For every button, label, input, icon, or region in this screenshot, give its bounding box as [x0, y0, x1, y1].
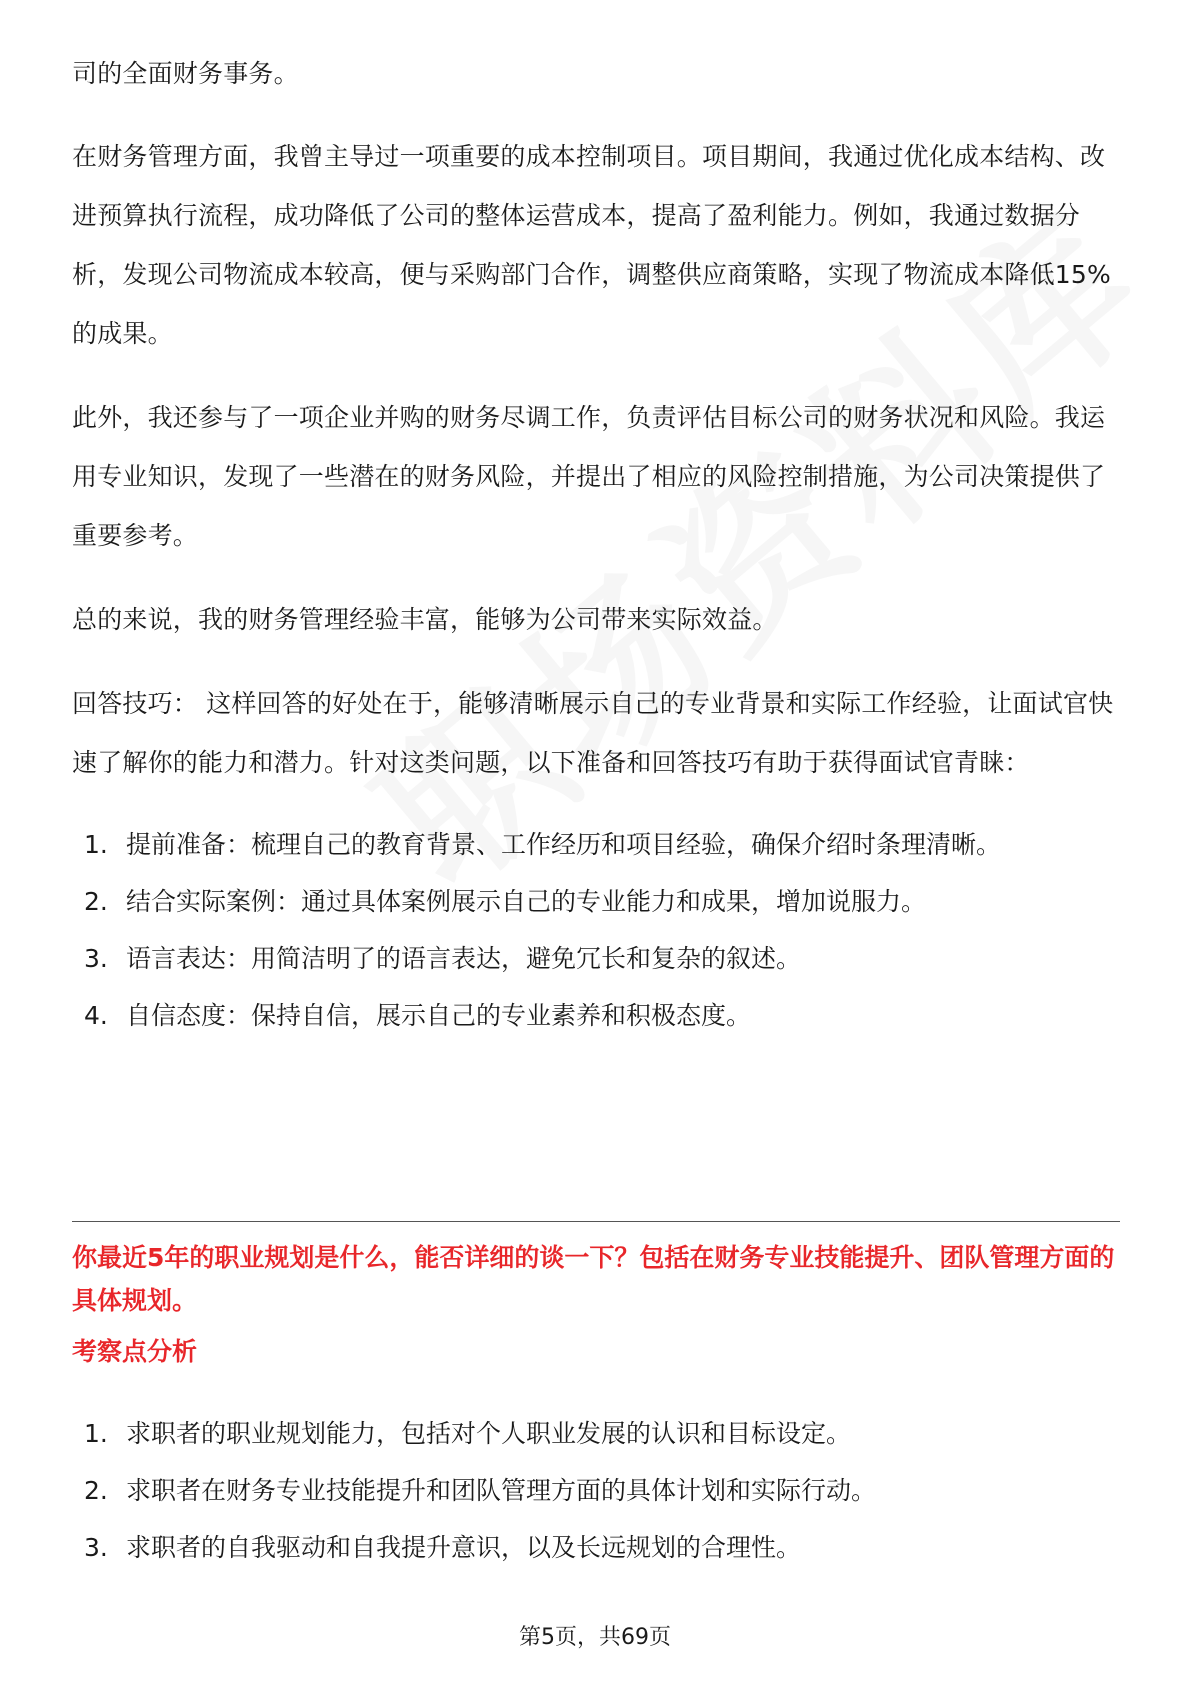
- list-item-text: 求职者在财务专业技能提升和团队管理方面的具体计划和实际行动。: [126, 1476, 877, 1505]
- list-number: 1.: [84, 1419, 108, 1448]
- paragraph: 在财务管理方面，我曾主导过一项重要的成本控制项目。项目期间，我通过优化成本结构、改进预算执行流程，成功降低了公司的整体运营成本，提高了盈利能力。例如，我通过数据分析，发现公司物流成本较高，便与采购部门合作，调整供应商策略，实现了物流成本降低15%的成果。: [72, 142, 1111, 348]
- list-number: 4.: [84, 1001, 108, 1030]
- answer-body: [72, 44, 1120, 1045]
- section-divider: [72, 1221, 1120, 1222]
- interview-question: 你最近5年的职业规划是什么，能否详细的谈一下？包括在财务专业技能提升、团队管理方面的具体规划。: [72, 1243, 1115, 1315]
- list-item: [72, 1462, 1120, 1519]
- list-item: [72, 817, 1126, 873]
- list-number: 3.: [84, 944, 108, 973]
- tips-list: [72, 817, 1120, 1044]
- list-item-text: 求职者的自我驱动和自我提升意识，以及长远规划的合理性。: [126, 1533, 802, 1562]
- paragraph: 总的来说，我的财务管理经验丰富，能够为公司带来实际效益。: [72, 605, 778, 634]
- list-item-text: 自信态度：保持自信，展示自己的专业素养和积极态度。: [126, 1001, 752, 1030]
- list-item: [72, 1405, 1120, 1462]
- list-item: [72, 988, 1126, 1044]
- page-footer: 第5页，共69页: [519, 1625, 671, 1650]
- list-item-text: 语言表达：用简洁明了的语言表达，避免冗长和复杂的叙述。: [126, 944, 802, 973]
- list-number: 2.: [84, 1476, 108, 1505]
- answer-tips-paragraph: 回答技巧： 这样回答的好处在于，能够清晰展示自己的专业背景和实际工作经验，让面试官快速了解你的能力和潜力。针对这类问题，以下准备和回答技巧有助于获得面试官青睐：: [72, 689, 1114, 777]
- list-item: [72, 931, 1126, 987]
- analysis-heading: 考察点分析: [72, 1337, 198, 1366]
- list-item: [72, 874, 1126, 930]
- list-item-text: 结合实际案例：通过具体案例展示自己的专业能力和成果，增加说服力。: [126, 887, 927, 916]
- list-item-text: 求职者的职业规划能力，包括对个人职业发展的认识和目标设定。: [126, 1419, 852, 1448]
- list-item: [72, 1519, 1120, 1576]
- list-number: 3.: [84, 1533, 108, 1562]
- list-item-text: 提前准备：梳理自己的教育背景、工作经历和项目经验，确保介绍时条理清晰。: [126, 830, 1002, 859]
- analysis-points-list: [72, 1405, 1120, 1576]
- paragraph: 此外，我还参与了一项企业并购的财务尽调工作，负责评估目标公司的财务状况和风险。我运用专业知识，发现了一些潜在的财务风险，并提出了相应的风险控制措施，为公司决策提供了重要参考。: [72, 403, 1106, 550]
- list-number: 2.: [84, 887, 108, 916]
- paragraph: 司的全面财务事务。: [72, 59, 299, 88]
- list-number: 1.: [84, 830, 108, 859]
